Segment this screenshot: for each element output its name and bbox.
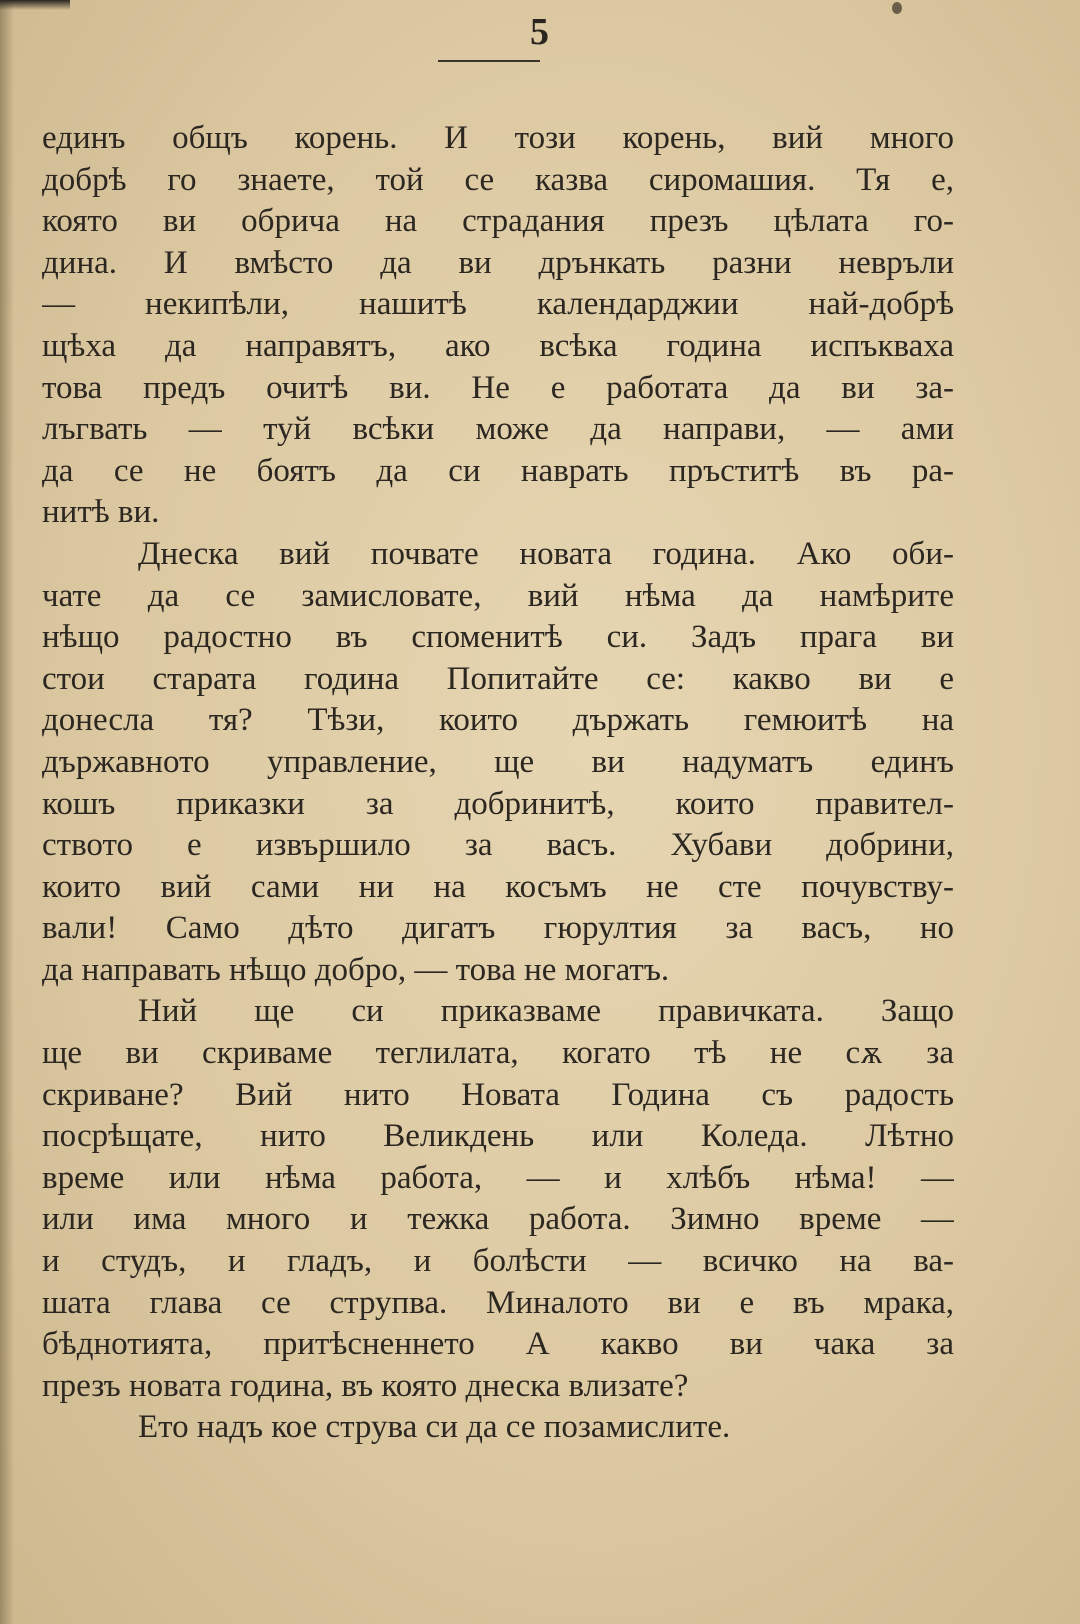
text-line: ще ви скриваме теглилата, когато тѣ не сѫ за (42, 1035, 954, 1072)
text-line: презъ новата година, въ която днеска влизате? (42, 1367, 689, 1404)
text-line: единъ общъ корень. И този корень, вий много (42, 120, 954, 156)
text-line: добрѣ го знаете, той се казва сиромашия. Тя е, (42, 161, 954, 198)
text-line: ството е извършило за васъ. Хубави добрини, (42, 827, 954, 864)
page-number: 5 (530, 11, 550, 53)
text-line: стои старата година Попитайте се: какво ви е (42, 660, 954, 697)
text-line: Ето надъ кое струва си да се позамислите. (138, 1409, 731, 1446)
text-line: и студъ, и гладъ, и болѣсти — всичко на ва- (42, 1243, 954, 1280)
text-line: време или нѣма работа, — и хлѣбъ нѣма! — (42, 1159, 954, 1196)
text-line: лъгвать — туй всѣки може да направи, — ами (42, 411, 954, 448)
text-line: или има много и тежка работа. Зимно време — (42, 1201, 954, 1238)
text-line: вали! Само дѣто дигатъ гюрултия за васъ, но (42, 910, 954, 947)
text-line: които вий сами ни на косъмъ не сте почувству- (42, 868, 954, 905)
text-line: това предъ очитѣ ви. Не е работата да ви за- (42, 369, 954, 406)
scan-corner-mark (0, 0, 70, 10)
text-line: Днеска вий почвате новата година. Ако оби- (138, 535, 954, 572)
text-line: щѣха да направятъ, ако всѣка година испъкваха (42, 327, 954, 364)
text-line: която ви обрича на страдания презъ цѣлата го- (42, 203, 954, 240)
text-line: държавното управление, ще ви надуматъ единъ (42, 743, 954, 780)
text-line: да направать нѣщо добро, — това не могатъ. (42, 951, 670, 988)
text-line: донесла тя? Тѣзи, които държать гемюитѣ на (42, 702, 954, 739)
page-number-rule (438, 60, 540, 62)
text-line: посрѣщате, нито Великдень или Коледа. Лѣтно (42, 1118, 954, 1155)
text-line: дина. И вмѣсто да ви дрънкать разни невръли (42, 244, 954, 281)
text-line: чате да се замисловате, вий нѣма да намѣрите (42, 577, 954, 614)
text-line: скриване? Вий нито Новата Година съ радость (42, 1076, 954, 1113)
text-line: — некипѣли, нашитѣ календарджии най-добрѣ (42, 286, 954, 323)
text-line: нитѣ ви. (42, 494, 160, 531)
text-line: нѣщо радостно въ споменитѣ си. Задъ прага ви (42, 619, 954, 656)
text-line: да се не боятъ да си наврать пръститѣ въ ра- (42, 452, 954, 489)
text-line: Ний ще си приказваме правичката. Защо (138, 993, 954, 1030)
body-text (42, 118, 954, 1449)
text-line: бѣднотията, притѣсненнето А какво ви чака за (42, 1326, 954, 1363)
text-line: кошъ приказки за добринитѣ, които правител- (42, 785, 954, 822)
page-edge-shadow (0, 0, 14, 1624)
text-line: шата глава се струпва. Миналото ви е въ мрака, (42, 1284, 954, 1321)
